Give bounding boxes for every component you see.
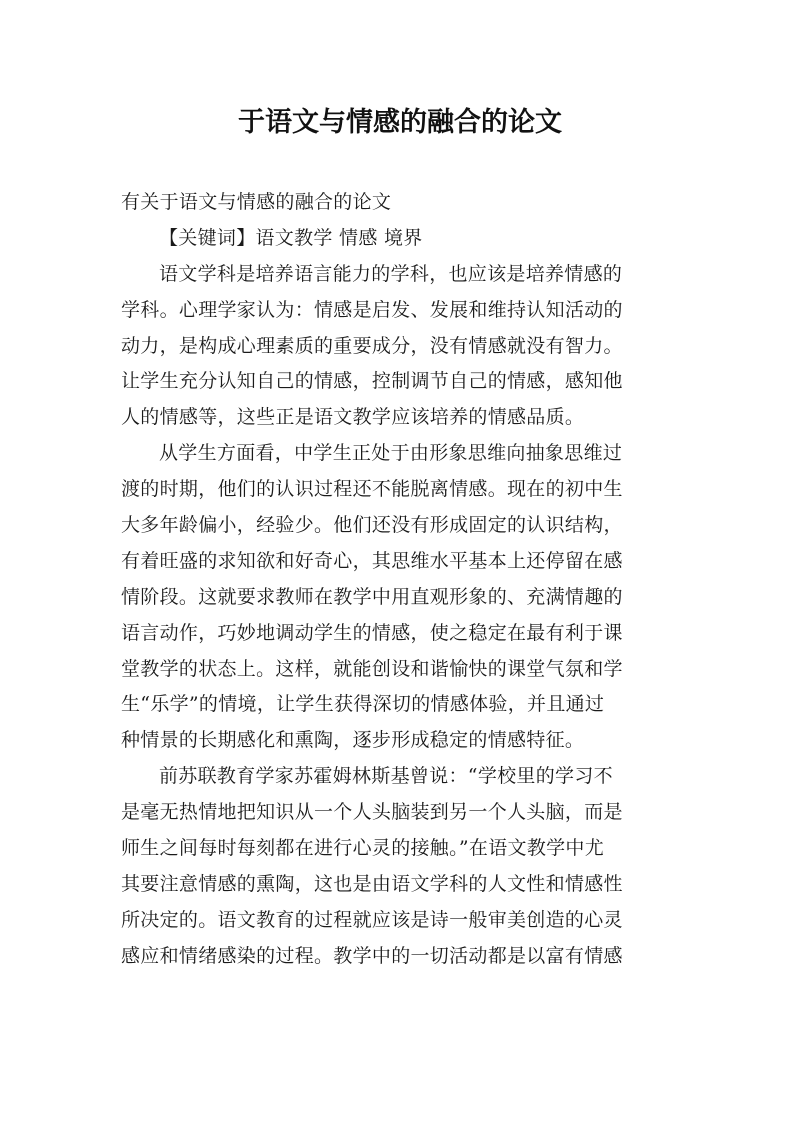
document-title: 于语文与情感的融合的论文 [238, 107, 562, 138]
body-line: 渡的时期，他们的认识过程还不能脱离情感。现在的初中生 [121, 478, 623, 501]
body-line: 学科。心理学家认为：情感是启发、发展和维持认知活动的 [121, 298, 623, 321]
body-line: 从学生方面看，中学生正处于由形象思维向抽象思维过 [159, 442, 623, 465]
body-line: 所决定的。语文教育的过程就应该是诗一般审美创造的心灵 [121, 908, 623, 931]
body-line: 种情景的长期感化和熏陶，逐步形成稳定的情感特征。 [121, 729, 585, 752]
body-line: 生“乐学”的情境，让学生获得深切的情感体验，并且通过 [121, 693, 605, 716]
body-line: 感应和情绪感染的过程。教学中的一切活动都是以富有情感 [121, 944, 623, 967]
body-line: 让学生充分认知自己的情感，控制调节自己的情感，感知他 [121, 370, 623, 393]
body-line: 大多年龄偏小，经验少。他们还没有形成固定的认识结构， [121, 514, 623, 537]
body-line: 是毫无热情地把知识从一个人头脑装到另一个人头脑，而是 [121, 801, 623, 824]
document-subtitle: 有关于语文与情感的融合的论文 [121, 191, 392, 213]
body-line: 有着旺盛的求知欲和好奇心，其思维水平基本上还停留在感 [121, 549, 623, 572]
keywords-line: 【关键词】语文教学 情感 境界 [159, 226, 423, 249]
body-line: 语言动作，巧妙地调动学生的情感，使之稳定在最有利于课 [121, 621, 623, 644]
body-line: 其要注意情感的熏陶，这也是由语文学科的人文性和情感性 [121, 872, 623, 895]
body-line: 师生之间每时每刻都在进行心灵的接触。”在语文教学中尤 [121, 837, 605, 860]
body-line: 人的情感等，这些正是语文教学应该培养的情感品质。 [121, 406, 585, 429]
document-body [121, 185, 681, 975]
body-line: 语文学科是培养语言能力的学科，也应该是培养情感的 [159, 262, 623, 285]
body-line: 动力，是构成心理素质的重要成分，没有情感就没有智力。 [121, 334, 623, 357]
body-line: 前苏联教育学家苏霍姆林斯基曾说：“学校里的学习不 [159, 765, 613, 788]
body-line: 堂教学的状态上。这样，就能创设和谐愉快的课堂气氛和学 [121, 657, 623, 680]
body-line: 情阶段。这就要求教师在教学中用直观形象的、充满情趣的 [121, 585, 623, 608]
